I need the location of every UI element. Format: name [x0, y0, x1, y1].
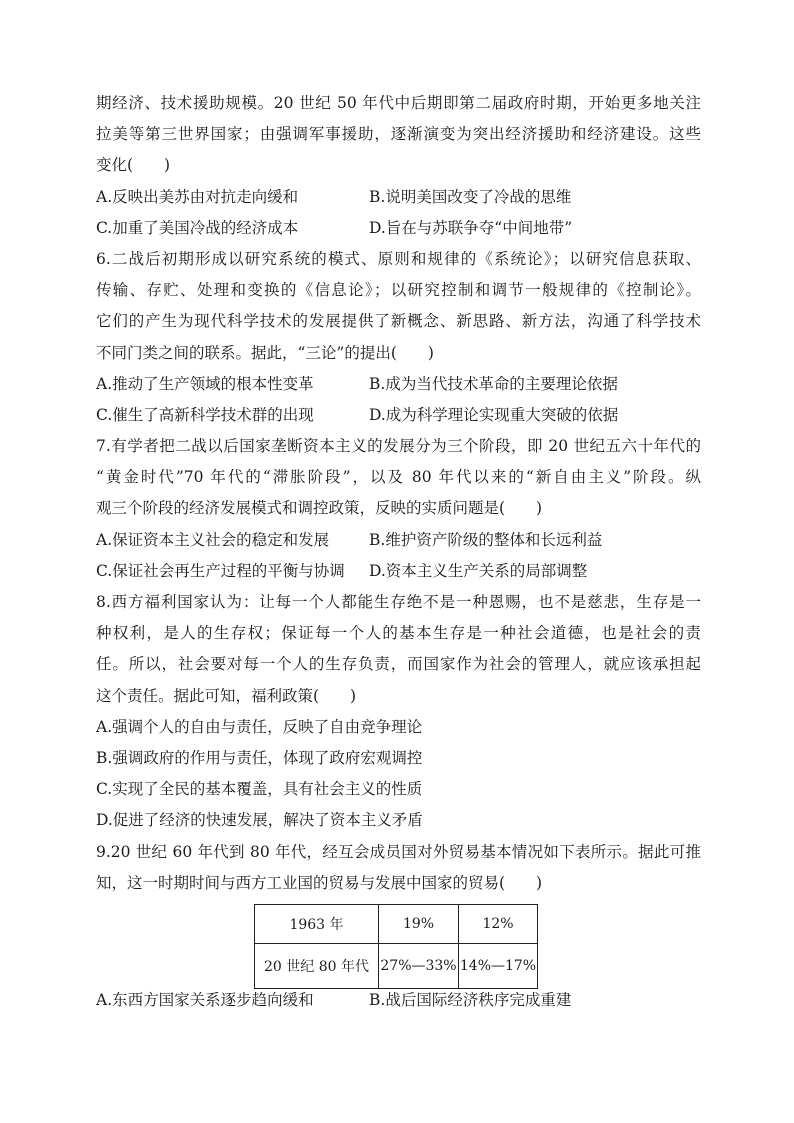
q5-options-row-2: [96, 213, 701, 244]
q5-stem-line-2: 拉美等第三世界国家；由强调军事援助，逐渐演变为突出经济援助和经济建设。这些: [96, 125, 701, 144]
table-cell-year: 1963 年: [255, 905, 379, 944]
table-cell-western: 19%: [379, 905, 459, 944]
exam-page: [96, 88, 701, 899]
table-cell-year: 20 世纪 80 年代: [255, 944, 379, 989]
q6-options-row-1: [96, 369, 701, 400]
q7-options-row-1: [96, 525, 701, 556]
trade-table: [254, 904, 538, 989]
q9-option-b[interactable]: B.战后国际经济秩序完成重建: [369, 991, 572, 1009]
q8-option-d[interactable]: D.促进了经济的快速发展，解决了资本主义矛盾: [96, 811, 423, 830]
q9-stem-line-1: 9.20 世纪 60 年代到 80 年代，经互会成员国对外贸易基本情况如下表所示。据此可推: [96, 842, 701, 861]
q9-stem-line-2: 知，这一时期时间与西方工业国的贸易与发展中国家的贸易( ): [96, 873, 543, 892]
q6-options-row-2: [96, 400, 701, 431]
q5-options-row-1: [96, 182, 701, 213]
q7-option-c[interactable]: C.保证社会再生产过程的平衡与协调: [96, 561, 345, 580]
table-cell-western: 27%—33%: [379, 944, 459, 989]
q7-option-a[interactable]: A.保证资本主义社会的稳定和发展: [96, 530, 330, 549]
q9-options: [96, 985, 701, 1016]
q7-options-row-2: [96, 556, 701, 587]
q6-stem-line-3: 它们的产生为现代科学技术的发展提供了新概念、新思路、新方法，沟通了科学技术: [96, 312, 701, 331]
q8-stem-line-2: 种权利，是人的生存权；保证每一个人的基本生存是一种社会道德，也是社会的责: [96, 624, 701, 643]
q5-option-d[interactable]: D.旨在与苏联争夺“中间地带”: [369, 218, 573, 237]
q8-stem-line-3: 任。所以，社会要对每一个人的生存负责，而国家作为社会的管理人，就应该承担起: [96, 655, 701, 674]
q7-stem-line-2: “黄金时代”70 年代的“滞胀阶段”，以及 80 年代以来的“新自由主义”阶段。纵: [96, 468, 701, 487]
q9-options-row-1: [96, 985, 701, 1016]
q9-option-a[interactable]: A.东西方国家关系逐步趋向缓和: [96, 991, 314, 1009]
q8-stem-line-4: 这个责任。据此可知，福利政策( ): [96, 686, 357, 705]
q5-option-a[interactable]: A.反映出美苏由对抗走向缓和: [96, 187, 299, 206]
q6-option-d[interactable]: D.成为科学理论实现重大突破的依据: [369, 405, 619, 424]
q8-option-c[interactable]: C.实现了全民的基本覆盖，具有社会主义的性质: [96, 780, 423, 799]
q5-option-b[interactable]: B.说明美国改变了冷战的思维: [369, 187, 572, 206]
q7-option-d[interactable]: D.资本主义生产关系的局部调整: [369, 561, 588, 580]
q5-stem-line-1: 期经济、技术援助规模。20 世纪 50 年代中后期即第二届政府时期，开始更多地关注: [96, 94, 701, 112]
q5-option-c[interactable]: C.加重了美国冷战的经济成本: [96, 218, 299, 237]
q5-stem-line-3: 变化( ): [96, 156, 171, 175]
q8-option-b[interactable]: B.强调政府的作用与责任，体现了政府宏观调控: [96, 748, 423, 767]
q6-option-b[interactable]: B.成为当代技术革命的主要理论依据: [369, 374, 618, 393]
q7-stem-line-1: 7.有学者把二战以后国家垄断资本主义的发展分为三个阶段，即 20 世纪五六十年代的: [96, 437, 701, 456]
q6-stem-line-1: 6.二战后初期形成以研究系统的模式、原则和规律的《系统论》；以研究信息获取、: [96, 249, 701, 268]
q7-stem-line-3: 观三个阶段的经济发展模式和调控政策，反映的实质问题是( ): [96, 499, 543, 518]
q8-stem-line-1: 8.西方福利国家认为：让每一个人都能生存绝不是一种恩赐，也不是慈悲，生存是一: [96, 593, 701, 611]
q7-option-b[interactable]: B.维护资产阶级的整体和长远利益: [369, 530, 603, 549]
q6-option-a[interactable]: A.推动了生产领域的根本性变革: [96, 374, 314, 393]
q6-stem-line-2: 传输、存贮、处理和变换的《信息论》；以研究控制和调节一般规律的《控制论》。: [96, 281, 701, 300]
table-row: [255, 944, 538, 989]
q6-option-c[interactable]: C.催生了高新科学技术群的出现: [96, 405, 314, 424]
q6-stem-line-4: 不同门类之间的联系。据此，“三论”的提出( ): [96, 343, 434, 362]
table-row: [255, 905, 538, 944]
q8-option-a[interactable]: A.强调个人的自由与责任，反映了自由竞争理论: [96, 717, 423, 736]
table-cell-developing: 12%: [459, 905, 538, 944]
table-cell-developing: 14%—17%: [459, 944, 538, 989]
